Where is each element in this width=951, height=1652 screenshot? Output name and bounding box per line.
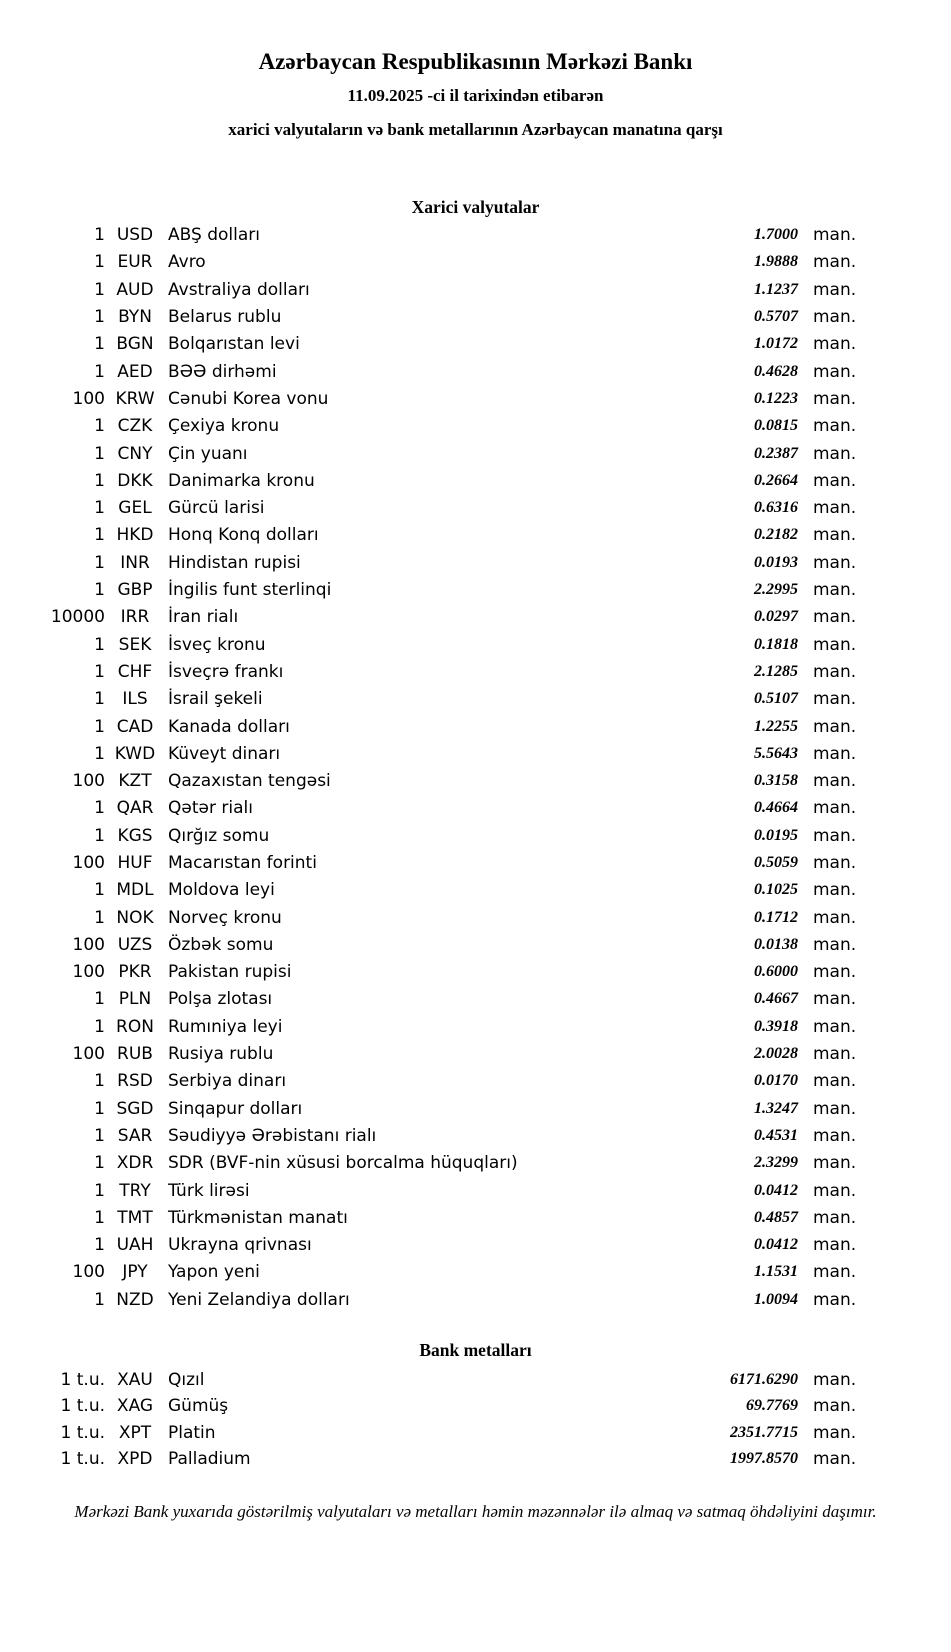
quantity-value: 1 [94, 552, 105, 573]
currency-code: NZD [116, 1289, 154, 1310]
subject-line: xarici valyutaların və bank metallarının Azərbaycan manatına qarşı [228, 120, 723, 140]
unit-label: man. [813, 1235, 857, 1256]
table-row [0, 358, 951, 385]
currency-name: Danimarka kronu [168, 470, 315, 491]
currency-code: CAD [116, 716, 154, 737]
currency-name: Qırğız somu [168, 825, 270, 846]
unit-label: man. [813, 607, 857, 628]
currency-name: Platin [168, 1422, 216, 1443]
currency-name: SDR (BVF-nin xüsusi borcalma hüquqları) [168, 1153, 518, 1174]
currency-name: Rusiya rublu [168, 1044, 274, 1065]
rate-value: 0.0193 [754, 553, 798, 571]
unit-label: man. [813, 1016, 857, 1037]
rate-value: 1.7000 [754, 226, 798, 244]
doc-footer [0, 1502, 951, 1522]
currency-code: XPD [117, 1449, 153, 1470]
currency-name: Səudiyyə Ərəbistanı rialı [168, 1125, 377, 1146]
currency-code: INR [120, 552, 150, 573]
currency-code: HUF [117, 853, 153, 873]
currency-name: Gürcü larisi [168, 498, 265, 519]
table-row [0, 1068, 951, 1095]
unit-label: man. [813, 934, 857, 955]
currency-name: Macarıstan forinti [168, 853, 317, 873]
currency-name: Hindistan rupisi [168, 552, 301, 573]
rate-value: 2.0028 [754, 1045, 798, 1063]
currency-code: SEK [118, 634, 152, 655]
unit-label: man. [813, 416, 857, 437]
currency-code: BGN [116, 334, 154, 355]
unit-label: man. [813, 1098, 857, 1119]
rate-value: 1.9888 [754, 253, 798, 271]
currency-code: TMT [117, 1207, 153, 1228]
unit-label: man. [813, 907, 857, 928]
page-title: Azərbaycan Respublikasının Mərkəzi Bankı [258, 49, 693, 74]
currency-name: Bolqarıstan levi [168, 334, 300, 355]
currency-code: HKD [116, 525, 154, 546]
table-row [0, 1122, 951, 1149]
currency-code: XDR [116, 1153, 154, 1174]
unit-label: man. [813, 825, 857, 846]
quantity-value: 1 [94, 1016, 105, 1037]
rate-value: 1.0094 [754, 1290, 798, 1308]
quantity-value: 1 [94, 825, 105, 846]
table-row [0, 713, 951, 740]
currency-name: Qazaxıstan tengəsi [168, 771, 331, 792]
table-row [0, 767, 951, 794]
currency-code: SGD [116, 1098, 154, 1119]
rate-value: 2.1285 [754, 662, 798, 680]
unit-label: man. [813, 580, 857, 601]
currency-code: KRW [115, 388, 155, 409]
rate-value: 0.0170 [754, 1072, 798, 1090]
quantity-value: 1 [94, 989, 105, 1010]
table-row [0, 1259, 951, 1286]
unit-label: man. [813, 962, 857, 983]
table-row [0, 740, 951, 767]
table-row [0, 686, 951, 713]
unit-label: man. [813, 689, 857, 710]
unit-label: man. [813, 1153, 857, 1174]
rate-value: 69.7769 [746, 1397, 798, 1415]
currency-name: Palladium [168, 1449, 251, 1470]
unit-label: man. [813, 225, 857, 246]
currency-code: UAH [116, 1235, 154, 1256]
currency-code: UZS [117, 934, 153, 955]
rate-value: 0.4857 [754, 1208, 798, 1226]
quantity-value: 100 [72, 1262, 105, 1283]
exchange-rate-bulletin [0, 48, 951, 1652]
unit-label: man. [813, 989, 857, 1010]
currency-table [0, 222, 951, 1314]
table-row [0, 959, 951, 986]
table-row [0, 822, 951, 849]
currency-code: XPT [118, 1422, 152, 1443]
table-row [0, 658, 951, 685]
currency-code: KWD [114, 743, 156, 764]
unit-label: man. [813, 661, 857, 682]
unit-label: man. [813, 470, 857, 491]
currency-name: Kanada dolları [168, 716, 290, 737]
unit-label: man. [813, 880, 857, 901]
currency-code: AED [117, 361, 153, 382]
quantity-value: 1 [94, 307, 105, 328]
currency-name: Polşa zlotası [168, 989, 273, 1010]
rate-value: 0.4664 [754, 799, 798, 817]
unit-label: man. [813, 1289, 857, 1310]
quantity-value: 1 [94, 1235, 105, 1256]
currency-code: QAR [116, 798, 154, 819]
rate-value: 6171.6290 [730, 1370, 798, 1388]
table-row [0, 877, 951, 904]
currency-code: JPY [122, 1262, 148, 1283]
unit-label: man. [813, 1125, 857, 1146]
quantity-value: 1 [94, 470, 105, 491]
quantity-value: 1 [94, 880, 105, 901]
quantity-value: 1 [94, 334, 105, 355]
quantity-value: 100 [72, 388, 105, 409]
currency-code: XAU [117, 1369, 153, 1390]
currency-code: SAR [117, 1125, 153, 1146]
rate-value: 0.1025 [754, 881, 798, 899]
quantity-value: 1 t.u. [60, 1449, 105, 1470]
currency-code: RSD [117, 1071, 153, 1092]
unit-label: man. [813, 1262, 857, 1283]
rate-value: 0.5059 [754, 854, 798, 871]
unit-label: man. [813, 1180, 857, 1201]
currency-code: IRR [120, 607, 150, 628]
table-row [0, 1095, 951, 1122]
quantity-value: 10000 [50, 607, 105, 628]
metals-section-heading: Bank metalları [419, 1340, 532, 1361]
quantity-value: 1 [94, 1071, 105, 1092]
currency-code: MDL [116, 880, 154, 901]
quantity-value: 1 [94, 716, 105, 737]
table-row [0, 385, 951, 412]
quantity-value: 1 [94, 798, 105, 819]
table-row [0, 795, 951, 822]
currency-code: GEL [118, 498, 152, 519]
currency-code: EUR [117, 252, 153, 273]
currency-name: Qətər rialı [168, 798, 253, 819]
rate-value: 0.0195 [754, 826, 798, 844]
currency-code: RUB [117, 1044, 153, 1065]
rate-value: 0.6000 [754, 963, 798, 981]
currency-name: Honq Konq dolları [168, 525, 319, 546]
currency-name: Pakistan rupisi [168, 962, 292, 983]
quantity-value: 1 [94, 580, 105, 601]
unit-label: man. [813, 1071, 857, 1092]
currency-code: BYN [118, 307, 152, 328]
quantity-value: 1 [94, 279, 105, 300]
quantity-value: 1 [94, 1180, 105, 1201]
unit-label: man. [813, 279, 857, 300]
currency-code: USD [116, 225, 154, 246]
quantity-value: 100 [72, 934, 105, 955]
currency-code: PLN [118, 989, 152, 1010]
unit-label: man. [813, 743, 857, 764]
quantity-value: 1 [94, 907, 105, 928]
quantity-value: 1 [94, 661, 105, 682]
table-row [0, 249, 951, 276]
unit-label: man. [813, 1449, 857, 1470]
currency-name: Çin yuanı [168, 443, 248, 464]
quantity-value: 1 [94, 1098, 105, 1119]
rate-value: 0.3918 [754, 1017, 798, 1035]
table-row [0, 440, 951, 467]
quantity-value: 1 [94, 361, 105, 382]
rate-value: 0.4667 [754, 990, 798, 1008]
rate-value: 2.2995 [754, 581, 798, 599]
currency-name: Gümüş [168, 1396, 229, 1417]
table-row [0, 549, 951, 576]
unit-label: man. [813, 552, 857, 573]
table-row [0, 1420, 951, 1447]
currency-name: Çexiya kronu [168, 416, 280, 437]
currency-code: KZT [118, 771, 152, 792]
rate-value: 2.3299 [754, 1154, 798, 1172]
quantity-value: 1 [94, 252, 105, 273]
currency-name: Türkmənistan manatı [168, 1207, 348, 1228]
currency-name: Rumıniya leyi [168, 1016, 283, 1037]
quantity-value: 1 [94, 225, 105, 246]
currency-code: XAG [116, 1396, 154, 1417]
quantity-value: 1 [94, 443, 105, 464]
table-row [0, 849, 951, 876]
currency-name: Ukrayna qrivnası [168, 1235, 312, 1256]
currency-name: Cənubi Korea vonu [168, 388, 329, 409]
unit-label: man. [813, 771, 857, 792]
table-row [0, 1013, 951, 1040]
currency-name: İsveçrə frankı [168, 661, 284, 682]
table-row [0, 631, 951, 658]
rate-value: 1.1531 [754, 1263, 798, 1281]
currency-name: Sinqapur dolları [168, 1098, 303, 1119]
table-row [0, 413, 951, 440]
currency-code: CHF [117, 661, 153, 682]
table-row [0, 495, 951, 522]
unit-label: man. [813, 388, 857, 409]
currency-code: TRY [119, 1180, 151, 1201]
table-row [0, 904, 951, 931]
currency-code: KGS [117, 825, 153, 846]
currency-name: Moldova leyi [168, 880, 275, 901]
currency-code: AUD [116, 279, 154, 300]
rate-value: 0.5107 [754, 690, 798, 708]
currency-name: ABŞ dolları [168, 225, 260, 246]
currency-name: İsveç kronu [168, 634, 266, 655]
table-row [0, 1366, 951, 1393]
rate-value: 0.3158 [754, 772, 798, 790]
rate-value: 0.1818 [754, 635, 798, 653]
currency-code: CZK [117, 416, 153, 437]
unit-label: man. [813, 334, 857, 355]
table-row [0, 467, 951, 494]
quantity-value: 1 t.u. [60, 1396, 105, 1417]
table-row [0, 1150, 951, 1177]
quantity-value: 1 [94, 1153, 105, 1174]
disclaimer-text: Mərkəzi Bank yuxarıda göstərilmiş valyutaları və metalları həmin məzənnələr ilə almaq və satmaq öhdəliyini daşımır. [74, 1501, 877, 1521]
currency-name: İngilis funt sterlinqi [168, 580, 332, 601]
currency-name: Avstraliya dolları [168, 279, 310, 300]
rate-value: 2351.7715 [730, 1423, 798, 1441]
table-row [0, 222, 951, 249]
unit-label: man. [813, 252, 857, 273]
currency-name: İran rialı [168, 607, 239, 628]
currency-section [0, 197, 951, 1314]
table-row [0, 931, 951, 958]
currency-section-heading: Xarici valyutalar [411, 196, 540, 217]
unit-label: man. [813, 853, 857, 873]
quantity-value: 1 t.u. [60, 1369, 105, 1390]
currency-name: Qızıl [168, 1369, 205, 1390]
metals-section [0, 1340, 951, 1472]
currency-name: Norveç kronu [168, 907, 282, 928]
quantity-value: 1 t.u. [60, 1422, 105, 1443]
currency-name: BƏƏ dirhəmi [168, 361, 277, 382]
rate-value: 0.0815 [754, 417, 798, 435]
rate-value: 0.1223 [754, 389, 798, 407]
effective-date-line: 11.09.2025 -ci il tarixindən etibarən [347, 85, 604, 105]
currency-name: Belarus rublu [168, 307, 282, 328]
quantity-value: 100 [72, 771, 105, 792]
rate-value: 0.1712 [754, 908, 798, 926]
rate-value: 0.6316 [754, 499, 798, 517]
doc-header [0, 48, 951, 141]
table-row [0, 276, 951, 303]
rate-value: 1.1237 [754, 280, 798, 298]
rate-value: 0.2664 [754, 471, 798, 489]
currency-name: Küveyt dinarı [168, 743, 281, 764]
quantity-value: 1 [94, 634, 105, 655]
rate-value: 0.2182 [754, 526, 798, 544]
unit-label: man. [813, 307, 857, 328]
metals-table [0, 1366, 951, 1472]
quantity-value: 100 [72, 962, 105, 983]
currency-name: Yeni Zelandiya dolları [168, 1289, 350, 1310]
currency-name: İsrail şekeli [168, 689, 263, 710]
currency-name: Avro [168, 252, 206, 273]
rate-value: 1.2255 [754, 717, 798, 735]
rate-value: 1.0172 [754, 335, 798, 353]
rate-value: 0.0138 [754, 935, 798, 953]
quantity-value: 1 [94, 1289, 105, 1310]
currency-code: DKK [117, 470, 153, 491]
quantity-value: 1 [94, 525, 105, 546]
rate-value: 0.0412 [754, 1236, 798, 1254]
quantity-value: 1 [94, 1125, 105, 1146]
table-row [0, 303, 951, 330]
rate-value: 1.3247 [754, 1099, 798, 1117]
quantity-value: 1 [94, 689, 105, 710]
table-row [0, 1232, 951, 1259]
table-row [0, 1177, 951, 1204]
table-row [0, 604, 951, 631]
table-row [0, 1286, 951, 1313]
rate-value: 5.5643 [754, 744, 798, 762]
unit-label: man. [813, 798, 857, 819]
unit-label: man. [813, 443, 857, 464]
currency-name: Türk lirəsi [168, 1180, 250, 1201]
currency-code: NOK [116, 907, 154, 928]
table-row [0, 1446, 951, 1473]
rate-value: 0.2387 [754, 444, 798, 462]
unit-label: man. [813, 1396, 857, 1417]
currency-code: ILS [122, 689, 148, 710]
quantity-value: 100 [72, 1044, 105, 1065]
table-row [0, 522, 951, 549]
rate-value: 0.4531 [754, 1126, 798, 1144]
quantity-value: 1 [94, 416, 105, 437]
unit-label: man. [813, 1207, 857, 1228]
currency-name: Serbiya dinarı [168, 1071, 287, 1092]
currency-code: RON [116, 1016, 154, 1037]
table-row [0, 331, 951, 358]
rate-value: 1997.8570 [730, 1450, 798, 1468]
unit-label: man. [813, 525, 857, 546]
quantity-value: 1 [94, 1207, 105, 1228]
table-row [0, 1204, 951, 1231]
unit-label: man. [813, 498, 857, 519]
unit-label: man. [813, 361, 857, 382]
unit-label: man. [813, 1422, 857, 1443]
table-row [0, 576, 951, 603]
currency-code: CNY [117, 443, 153, 464]
table-row [0, 1393, 951, 1420]
unit-label: man. [813, 1044, 857, 1065]
table-row [0, 986, 951, 1013]
quantity-value: 1 [94, 498, 105, 519]
rate-value: 0.4628 [754, 362, 798, 380]
rate-value: 0.5707 [754, 308, 798, 326]
unit-label: man. [813, 634, 857, 655]
rate-value: 0.0412 [754, 1181, 798, 1199]
rate-value: 0.0297 [754, 608, 798, 626]
quantity-value: 100 [72, 853, 105, 873]
currency-name: Özbək somu [168, 934, 274, 955]
unit-label: man. [813, 1369, 857, 1390]
unit-label: man. [813, 716, 857, 737]
currency-code: GBP [117, 580, 153, 601]
quantity-value: 1 [94, 743, 105, 764]
table-row [0, 1040, 951, 1067]
currency-code: PKR [118, 962, 152, 983]
currency-name: Yapon yeni [168, 1262, 260, 1283]
